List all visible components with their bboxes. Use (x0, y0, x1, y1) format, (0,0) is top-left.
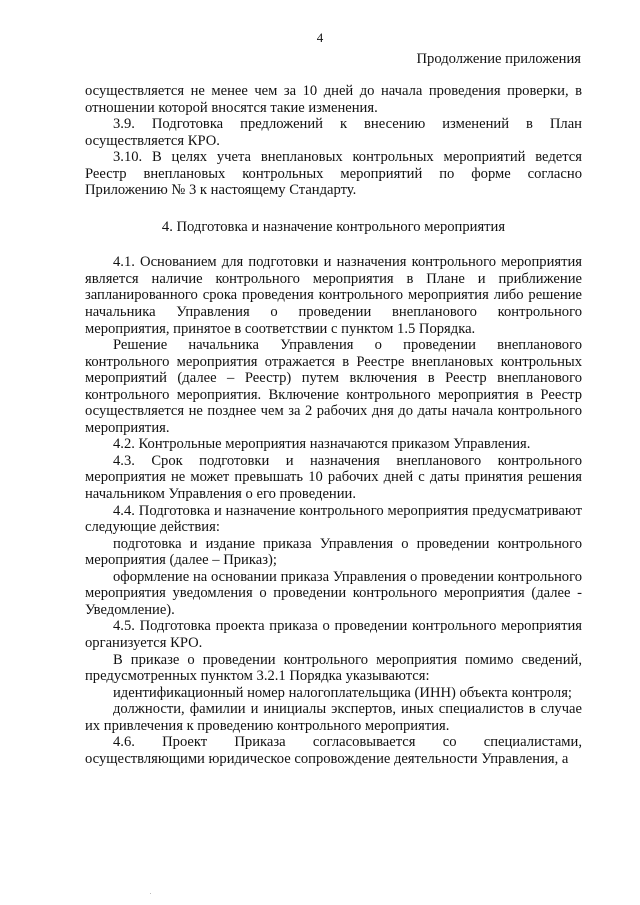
paragraph-action-notice: оформление на основании приказа Управления о проведении контрольного мероприятия уведомления о проведении контрольного мероприятия (далее - Уведомление). (85, 568, 582, 618)
paragraph-3-9: 3.9. Подготовка предложений к внесению изменений в План осуществляется КРО. (85, 116, 582, 149)
paragraph-action-order: подготовка и издание приказа Управления о проведении контрольного мероприятия (далее – Приказ); (85, 535, 582, 569)
paragraph-4-1: 4.1. Основанием для подготовки и назначения контрольного мероприятия является наличие контрольного мероприятия в Плане и приближение запланированного срока проведения контрольного мероприятия либо решение начальника Управления о проведении внепланового контрольного мероприятия, принятое в соответствии с пунктом 1.5 Порядка. (85, 254, 582, 337)
section-heading: 4. Подготовка и назначение контрольного мероприятия (161, 218, 506, 235)
paragraph-4-3: 4.3. Срок подготовки и назначения внепланового контрольного мероприятия не может превышать 10 рабочих дней с даты принятия решения начальником Управления о его проведении. (85, 452, 582, 503)
continuation-note: Продолжение приложения (416, 51, 581, 67)
paragraph-4-5: 4.5. Подготовка проекта приказа о проведении контрольного мероприятия организуется КРО. (85, 618, 582, 651)
page-number: 4 (316, 30, 324, 45)
paragraph-order-info: В приказе о проведении контрольного мероприятия помимо сведений, предусмотренных пунктом 3.2.1 Порядка указываются: (85, 651, 582, 685)
paragraph-item-experts: должности, фамилии и инициалы экспертов, иных специалистов в случае их привлечения к проведению контрольного мероприятия. (85, 701, 582, 734)
paragraph-3-10: 3.10. В целях учета внеплановых контрольных мероприятий ведется Реестр внеплановых контрольных мероприятий по форме согласно Приложению № 3 к настоящему Стандарту. (85, 149, 582, 199)
paragraph-4-4: 4.4. Подготовка и назначение контрольного мероприятия предусматривают следующие действия: (85, 502, 582, 536)
paragraph-item-inn: идентификационный номер налогоплательщика (ИНН) объекта контроля; (113, 684, 572, 701)
paragraph-intro: осуществляется не менее чем за 10 дней до начала проведения проверки, в отношении которой вносятся такие изменения. (85, 83, 582, 116)
paragraph-4-6: 4.6. Проект Приказа согласовывается со специалистами, осуществляющими юридическое сопровождение деятельности Управления, а (85, 734, 582, 767)
paragraph-decision: Решение начальника Управления о проведении внепланового контрольного мероприятия отражается в Реестре внеплановых контрольных мероприятий (далее – Реестр) путем включения в Реестр внепланового контрольного мероприятия. Включение контрольного мероприятия в Реестр осуществляется не позднее чем за 2 рабочих дня до даты начала контрольного мероприятия. (85, 337, 582, 436)
paragraph-4-2: 4.2. Контрольные мероприятия назначаются приказом Управления. (113, 436, 531, 453)
document-body (85, 83, 582, 767)
scan-artifact (150, 893, 151, 894)
